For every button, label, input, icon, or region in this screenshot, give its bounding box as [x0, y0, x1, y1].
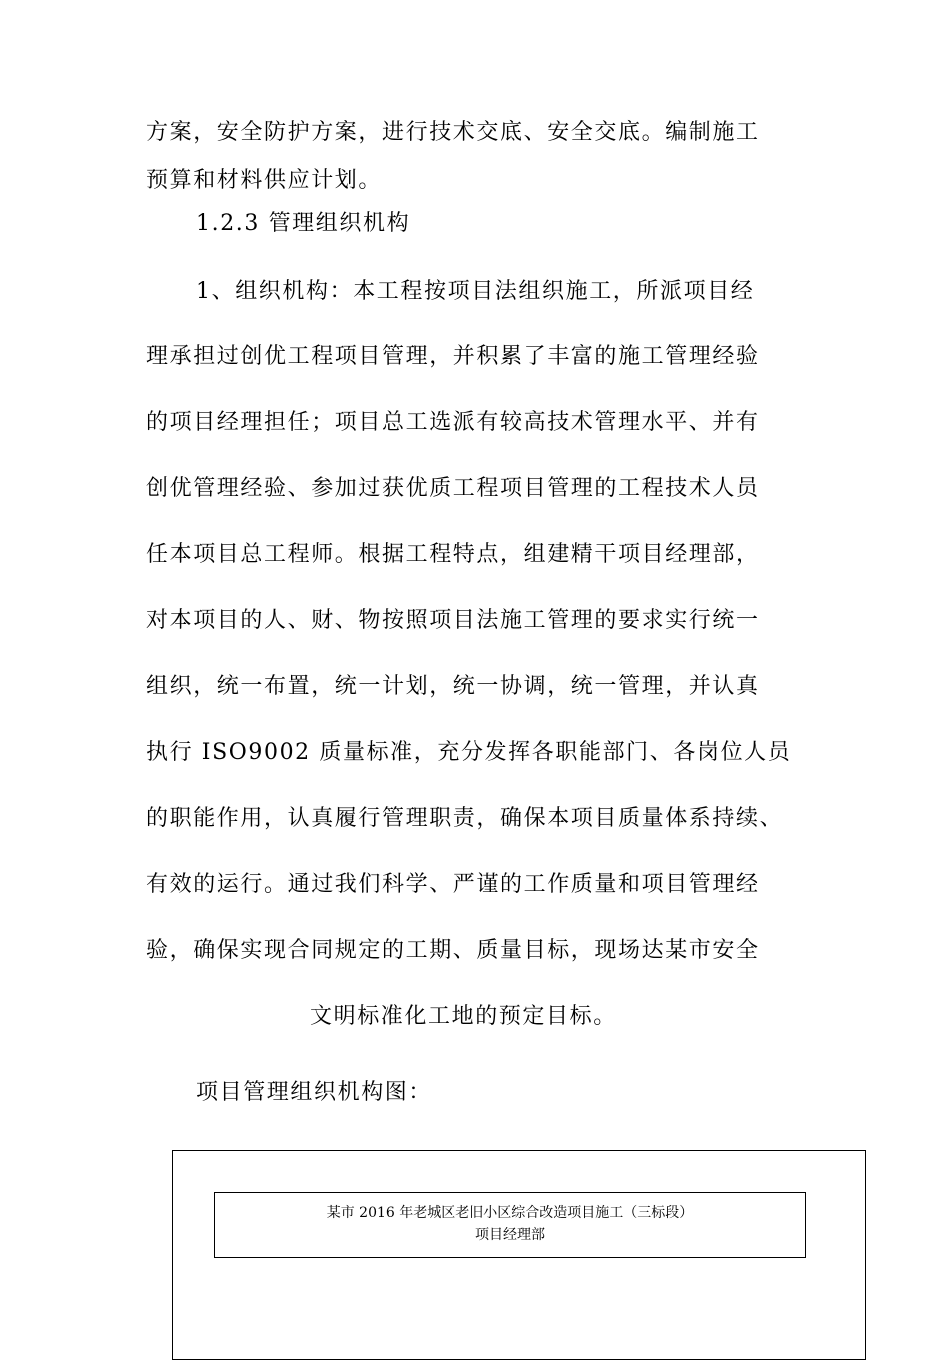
org-chart-top-box	[214, 1192, 806, 1258]
paragraph-line: 任本项目总工程师。根据工程特点，组建精干项目经理部，	[146, 542, 760, 567]
paragraph-line: 验，确保实现合同规定的工期、质量目标，现场达某市安全	[146, 938, 760, 963]
paragraph-line: 有效的运行。通过我们科学、严谨的工作质量和项目管理经	[146, 872, 760, 897]
paragraph-line: 预算和材料供应计划。	[146, 168, 383, 193]
org-chart-top-box-line1: 某市 2016 年老城区老旧小区综合改造项目施工（三标段）	[326, 1205, 694, 1221]
paragraph-line: 的项目经理担任；项目总工选派有较高技术管理水平、并有	[146, 410, 760, 435]
paragraph-line: 的职能作用，认真履行管理职责，确保本项目质量体系持续、	[146, 806, 784, 831]
paragraph-line: 文明标准化工地的预定目标。	[310, 1004, 617, 1029]
chart-caption: 项目管理组织机构图：	[196, 1080, 433, 1105]
section-heading: 1.2.3 管理组织机构	[196, 211, 411, 236]
paragraph-line: 1、组织机构：本工程按项目法组织施工，所派项目经	[196, 279, 755, 304]
org-chart-top-box-line2: 项目经理部	[475, 1227, 545, 1243]
paragraph-line: 方案，安全防护方案，进行技术交底、安全交底。编制施工	[146, 120, 760, 145]
paragraph-line: 执行 ISO9002 质量标准，充分发挥各职能部门、各岗位人员	[146, 740, 792, 765]
paragraph-line: 对本项目的人、财、物按照项目法施工管理的要求实行统一	[146, 608, 760, 633]
paragraph-line: 创优管理经验、参加过获优质工程项目管理的工程技术人员	[146, 476, 760, 501]
paragraph-line: 组织，统一布置，统一计划，统一协调，统一管理，并认真	[146, 674, 760, 699]
paragraph-line: 理承担过创优工程项目管理，并积累了丰富的施工管理经验	[146, 344, 760, 369]
